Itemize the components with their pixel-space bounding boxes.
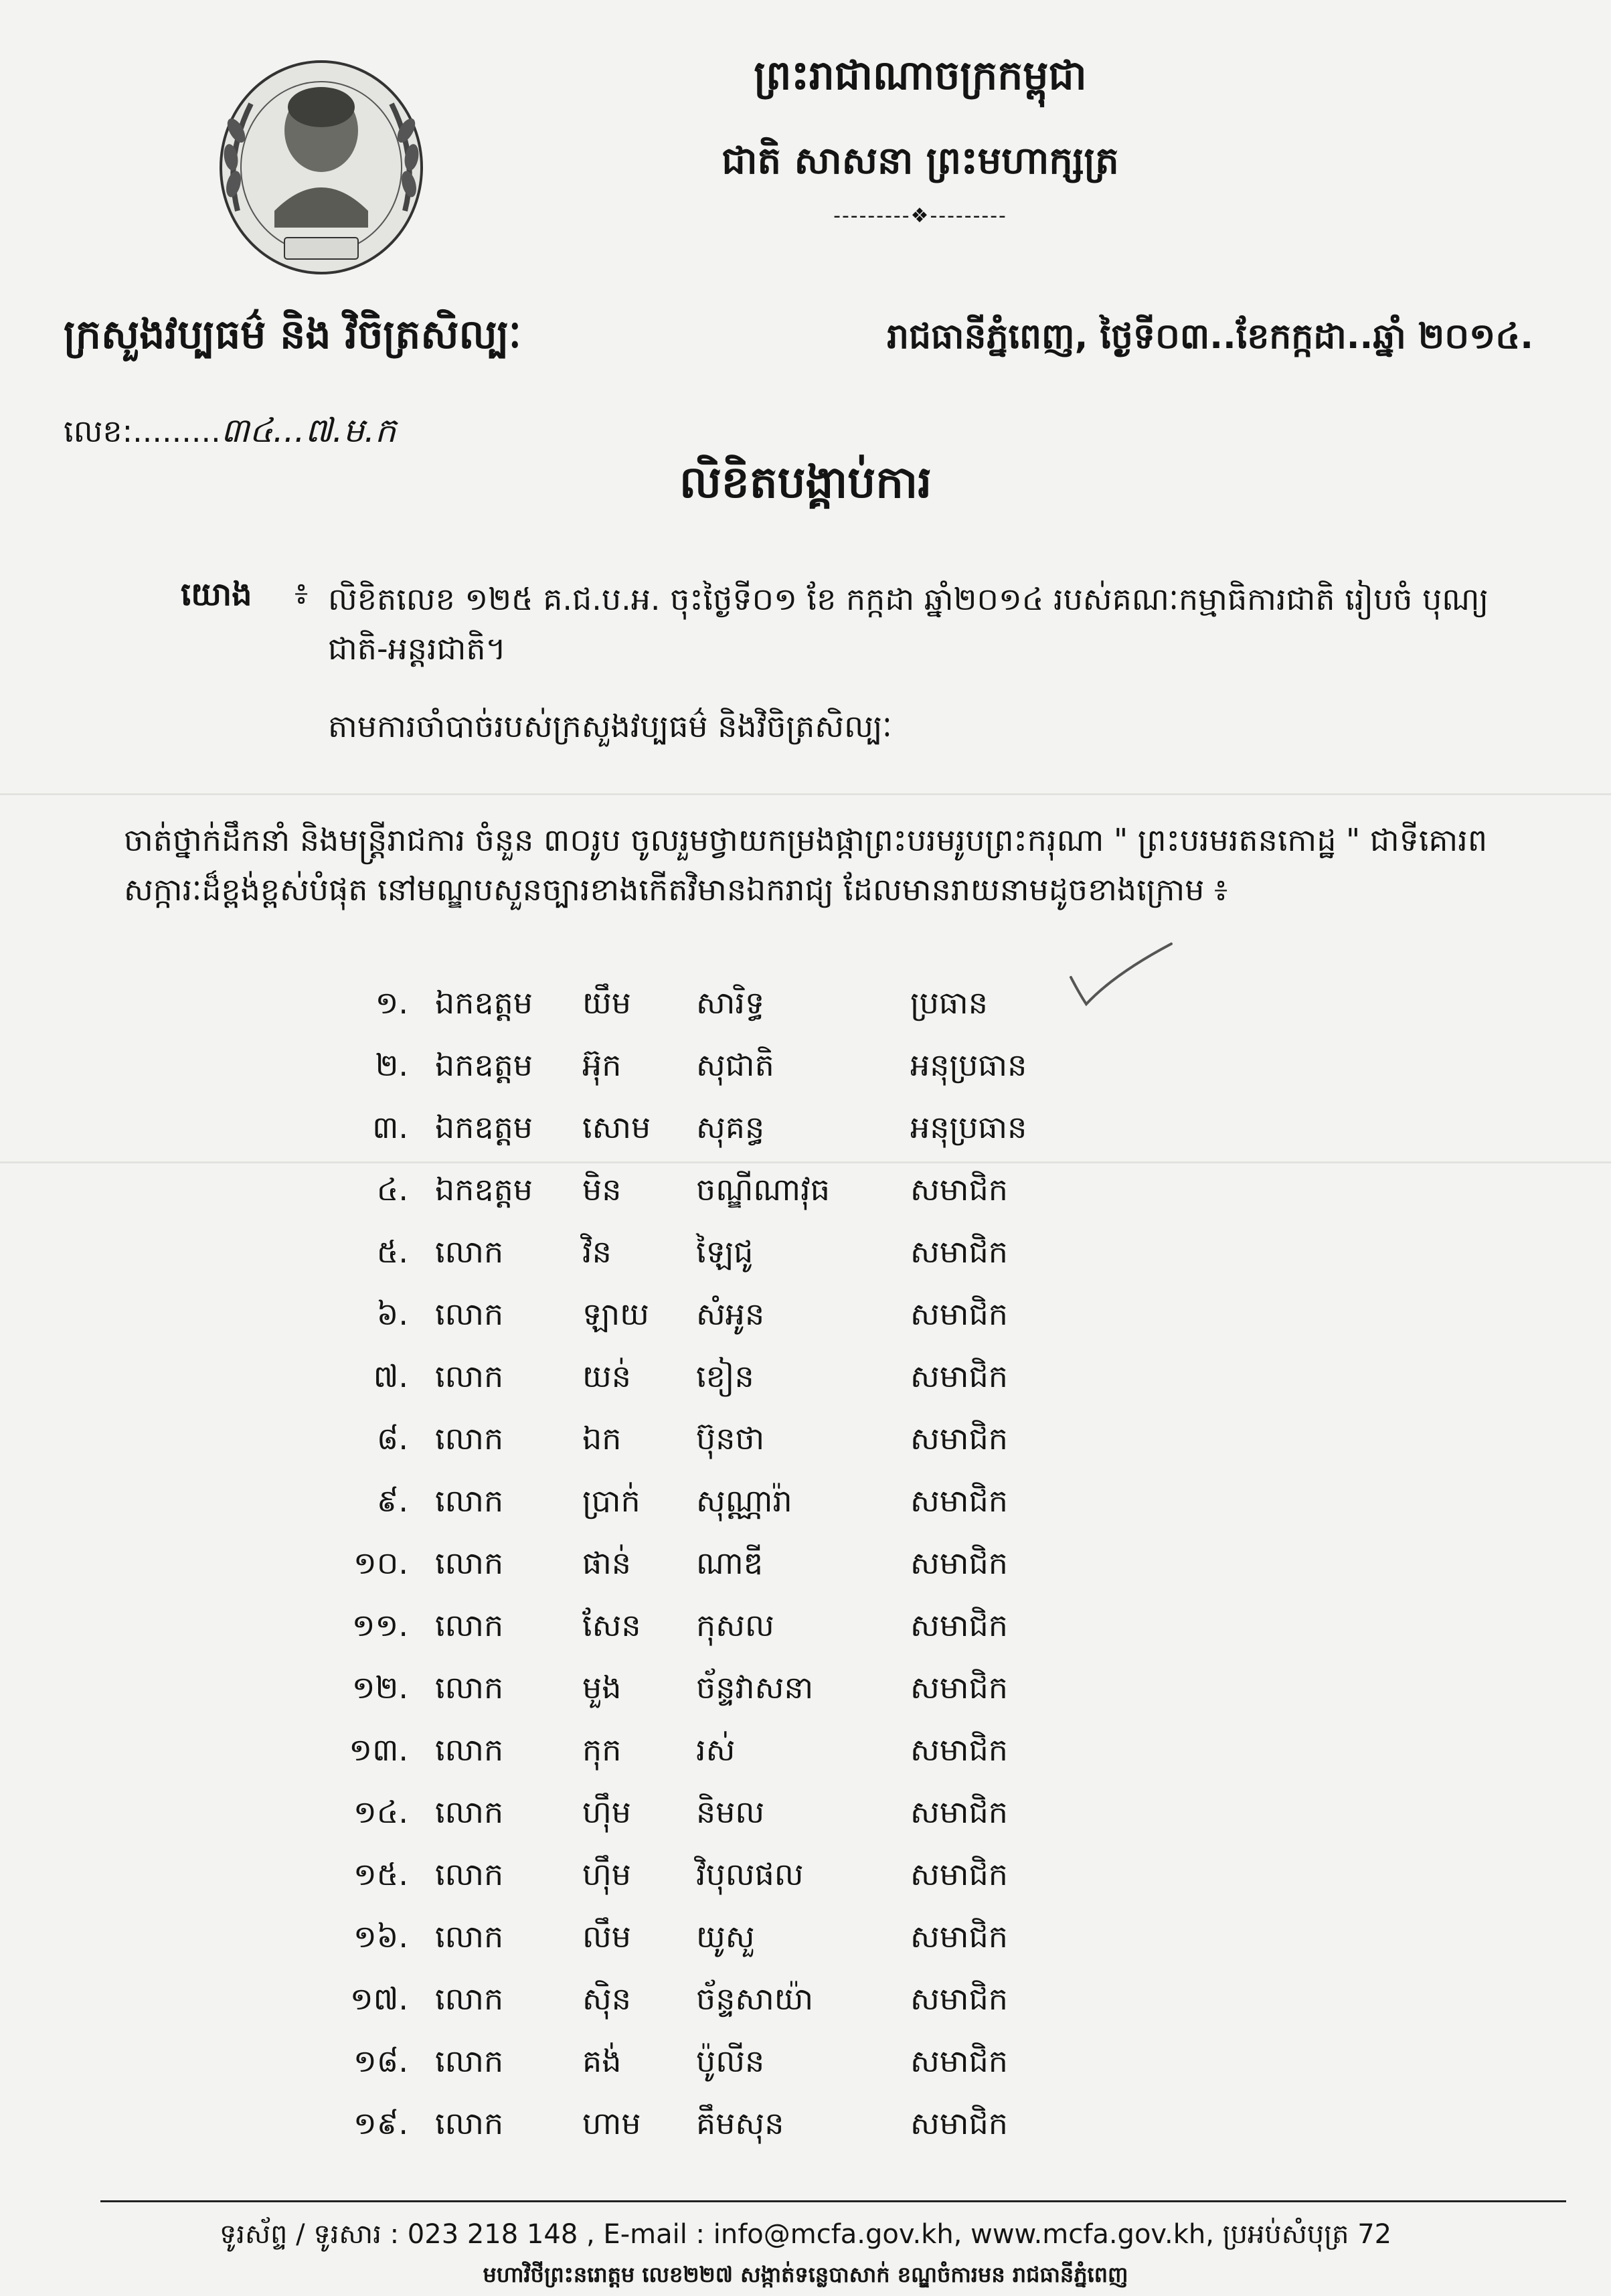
place-and-date: រាជធានីភ្នំពេញ, ថ្ងៃទី០៣..ខែកក្កដា..ឆ្នាំ ២០១៤. xyxy=(887,317,1533,357)
member-row xyxy=(321,2042,1191,2105)
member-family-name: ហ៊ឹម xyxy=(582,1794,631,1830)
member-given-name: ប៊ុនថា xyxy=(696,1420,765,1457)
member-title: លោក xyxy=(435,1420,504,1457)
member-role: សមាជិក xyxy=(910,2043,1008,2079)
member-family-name: ឡាយ xyxy=(582,1296,649,1332)
member-family-name: អ៊ុក xyxy=(582,1047,622,1083)
member-given-name: ច័ន្ទសាយ៉ា xyxy=(696,1981,814,2017)
member-given-name: សំអូន xyxy=(696,1296,765,1332)
member-role: ប្រធាន xyxy=(910,985,988,1021)
member-row xyxy=(321,1918,1191,1980)
basis-necessity-text: តាមការចាំបាច់របស់ក្រសួងវប្បធម៌ និងវិចិត្រសិល្បៈ xyxy=(328,708,892,744)
member-title: លោក xyxy=(435,1918,504,1955)
member-number: ១៧. xyxy=(349,1981,408,2017)
basis-colon: ៖ xyxy=(294,575,309,611)
paper-fold-line xyxy=(0,793,1611,795)
member-row xyxy=(321,1856,1191,1918)
member-title: លោក xyxy=(435,2043,504,2079)
member-given-name: សុគន្ធ xyxy=(696,1109,765,1145)
member-family-name: គង់ xyxy=(582,2043,622,2079)
kingdom-heading: ព្រះរាជាណាចក្រកម្ពុជា xyxy=(754,52,1087,99)
member-role: សមាជិក xyxy=(910,1296,1008,1332)
member-title: លោក xyxy=(435,1981,504,2017)
member-number: ៨. xyxy=(376,1420,408,1457)
member-number: ១. xyxy=(375,985,408,1021)
member-family-name: មិន xyxy=(582,1171,622,1208)
member-title: លោក xyxy=(435,1296,504,1332)
member-row xyxy=(321,1544,1191,1607)
member-number: ២. xyxy=(375,1047,408,1083)
member-row xyxy=(321,2105,1191,2167)
member-number: ១៥. xyxy=(353,1856,408,1892)
member-title: លោក xyxy=(435,1669,504,1706)
member-family-name: ហាម xyxy=(582,2105,641,2141)
assignment-paragraph: ចាត់ថ្នាក់ដឹកនាំ និងមន្ត្រីរាជការ ចំនួន ៣០រូប ចូលរួមថ្វាយកម្រងផ្កាព្រះបរមរូបព្រះករុណា " ព្រះបរមរតនកោដ្ឋ " ជាទីគោរពសក្ការៈដ៏ខ្ពង់ខ្ពស់បំផុត នៅមណ្ឌបសួនច្បារខាងកើតវិមានឯករាជ្យ ដែលមានរាយនាមដូចខាងក្រោម ៖ xyxy=(124,822,1488,908)
member-title: លោក xyxy=(435,1732,504,1768)
member-number: ១០. xyxy=(353,1545,408,1581)
member-row xyxy=(321,1109,1191,1171)
member-given-name: ប៉ូលីន xyxy=(696,2043,765,2079)
member-row xyxy=(321,1171,1191,1233)
member-given-name: ចណ្ឌីណាវុធ xyxy=(696,1171,830,1208)
member-given-name: ឡៃជូ xyxy=(696,1234,754,1270)
footer-contact: ទូរស័ព្ទ / ទូរសារ : 023 218 148 , E-mail : info@mcfa.gov.kh, www.mcfa.gov.kh, ប្រអប់សំបុត្រ 72 xyxy=(219,2219,1392,2250)
member-role: អនុប្រធាន xyxy=(910,1109,1027,1145)
member-number: ៥. xyxy=(376,1234,408,1270)
member-number: ៣. xyxy=(372,1109,408,1145)
member-given-name: សារិទ្ធ xyxy=(696,985,765,1021)
member-title: ឯកឧត្តម xyxy=(435,1109,533,1145)
member-given-name: និមល xyxy=(696,1794,765,1830)
member-title: លោក xyxy=(435,1545,504,1581)
basis-label: យោង xyxy=(181,576,252,613)
member-role: សមាជិក xyxy=(910,1607,1008,1643)
member-family-name: ឯក xyxy=(582,1420,622,1457)
member-role: សមាជិក xyxy=(910,1794,1008,1830)
member-row xyxy=(321,1420,1191,1482)
member-row xyxy=(321,1607,1191,1669)
member-number: ៩. xyxy=(376,1483,408,1519)
member-family-name: សោម xyxy=(582,1109,651,1145)
member-given-name: ច័ន្ទវាសនា xyxy=(696,1669,814,1706)
member-family-name: ស៊ិន xyxy=(582,1981,631,2017)
member-role: សមាជិក xyxy=(910,1981,1008,2017)
member-role: សមាជិក xyxy=(910,1234,1008,1270)
reference-number xyxy=(64,410,396,459)
basis-reference-text: លិខិតលេខ ១២៥ គ.ជ.ប.អ. ចុះថ្ងៃទី០១ ខែ កក្កដា ឆ្នាំ២០១៤ របស់គណៈកម្មាធិការជាតិ រៀបចំ បុណ្យជាតិ-អន្តរជាតិ។ xyxy=(328,581,1489,667)
member-family-name: ប្រាក់ xyxy=(582,1483,641,1519)
member-given-name: វិបុលផល xyxy=(696,1856,804,1892)
member-title: លោក xyxy=(435,1234,504,1270)
member-role: សមាជិក xyxy=(910,1732,1008,1768)
member-given-name: រស់ xyxy=(696,1732,736,1768)
member-row xyxy=(321,984,1191,1046)
member-family-name: យឹម xyxy=(582,985,631,1021)
member-role: សមាជិក xyxy=(910,1420,1008,1457)
member-title: លោក xyxy=(435,1607,504,1643)
reference-value: ៣៤...៧.ម.ក xyxy=(220,411,396,450)
member-number: ១២. xyxy=(351,1669,408,1706)
ministry-emblem-logo xyxy=(211,57,432,278)
member-row xyxy=(321,1233,1191,1295)
member-role: សមាជិក xyxy=(910,1669,1008,1706)
member-number: ១១. xyxy=(351,1607,408,1643)
member-title: លោក xyxy=(435,1358,504,1394)
member-title: ឯកឧត្តម xyxy=(435,1171,533,1208)
member-given-name: សុណ្ណារ៉ា xyxy=(696,1483,792,1519)
member-family-name: ហ៊ឹម xyxy=(582,1856,631,1892)
member-row xyxy=(321,1482,1191,1544)
member-row xyxy=(321,1793,1191,1856)
member-given-name: ខៀន xyxy=(696,1358,754,1394)
member-role: សមាជិក xyxy=(910,1483,1008,1519)
member-given-name: សុជាតិ xyxy=(696,1047,774,1083)
member-number: ១៦. xyxy=(353,1918,408,1955)
member-row xyxy=(321,1731,1191,1793)
reference-label: លេខ:......... xyxy=(64,413,221,449)
member-given-name: ណាឌី xyxy=(696,1545,763,1581)
ministry-name: ក្រសួងវប្បធម៌ និង វិចិត្រសិល្បៈ xyxy=(64,311,521,358)
member-role: សមាជិក xyxy=(910,1856,1008,1892)
member-title: លោក xyxy=(435,1856,504,1892)
member-title: លោក xyxy=(435,1483,504,1519)
document-title: លិខិតបង្គាប់ការ xyxy=(679,457,932,508)
member-family-name: យន់ xyxy=(582,1358,631,1394)
footer-address: មហាវិថីព្រះនរោត្តម លេខ២២៧ សង្កាត់ទន្លេបាសាក់ ខណ្ឌចំការមន រាជធានីភ្នំពេញ xyxy=(483,2262,1128,2287)
ornament-divider: ---------❖--------- xyxy=(833,204,1007,228)
member-row xyxy=(321,1046,1191,1109)
member-title: លោក xyxy=(435,2105,504,2141)
member-role: សមាជិក xyxy=(910,2105,1008,2141)
member-role: សមាជិក xyxy=(910,1358,1008,1394)
member-number: ៦. xyxy=(376,1296,408,1332)
member-role: សមាជិក xyxy=(910,1918,1008,1955)
member-number: ១៣. xyxy=(349,1732,408,1768)
member-row xyxy=(321,1358,1191,1420)
member-family-name: កុក xyxy=(582,1732,622,1768)
member-role: អនុប្រធាន xyxy=(910,1047,1027,1083)
member-number: ៧. xyxy=(373,1358,408,1394)
member-family-name: វិន xyxy=(582,1234,612,1270)
member-number: ៤. xyxy=(376,1171,408,1208)
member-number: ១៤. xyxy=(353,1794,408,1830)
member-family-name: មួង xyxy=(582,1669,622,1706)
member-title: ឯកឧត្តម xyxy=(435,1047,533,1083)
member-family-name: សែន xyxy=(582,1607,641,1643)
member-family-name: លឹម xyxy=(582,1918,631,1955)
member-row xyxy=(321,1980,1191,2042)
footer-divider xyxy=(100,2200,1566,2202)
member-title: លោក xyxy=(435,1794,504,1830)
member-role: សមាជិក xyxy=(910,1545,1008,1581)
member-given-name: កុសល xyxy=(696,1607,774,1643)
member-row xyxy=(321,1669,1191,1731)
member-given-name: គឹមសុន xyxy=(696,2105,784,2141)
member-title: ឯកឧត្តម xyxy=(435,985,533,1021)
member-role: សមាជិក xyxy=(910,1171,1008,1208)
member-number: ១៩. xyxy=(353,2105,408,2141)
member-family-name: ផាន់ xyxy=(582,1545,631,1581)
member-given-name: យូសួ xyxy=(696,1918,755,1955)
member-row xyxy=(321,1295,1191,1358)
national-motto: ជាតិ សាសនា ព្រះមហាក្សត្រ xyxy=(722,139,1119,183)
member-number: ១៨. xyxy=(353,2043,408,2079)
